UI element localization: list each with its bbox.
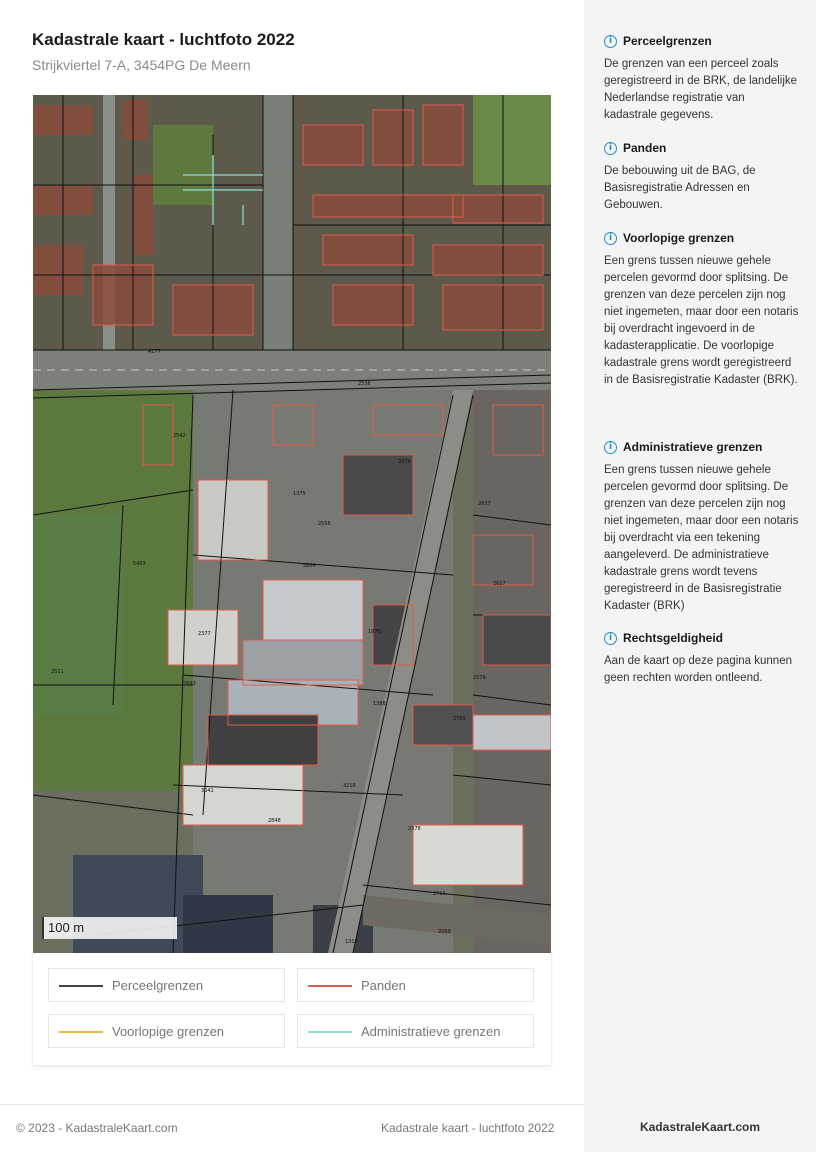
parcel-label: 3041 — [201, 788, 214, 794]
legend-label: Perceelgrenzen — [112, 978, 204, 993]
info-icon: i — [604, 35, 617, 48]
info-body: Een grens tussen nieuwe gehele percelen gevormd door splitsing. De grenzen van deze percelen zijn nog niet ingemeten, maar door een notaris bij overdracht ingevoerd in de kadasterapplicatie. De voorlopige kadastrale grens wordt geregistreerd in de Basisregistratie Kadaster (BRK). — [604, 255, 799, 386]
info-icon: i — [604, 632, 617, 645]
legend-label: Panden — [361, 978, 406, 993]
parcel-label: 2637 — [478, 501, 491, 507]
info-title: Panden — [623, 141, 667, 155]
warehouse-roof-2 — [168, 610, 238, 665]
legend-swatch — [59, 1031, 103, 1033]
info-section-administratieve-grenzen — [604, 439, 800, 615]
parcel-label: 2377 — [198, 631, 211, 637]
east-roof-1 — [483, 615, 551, 665]
parcel-label: 1976 — [368, 629, 381, 635]
footer-copyright: © 2023 - KadastraleKaart.com — [16, 1121, 178, 1135]
info-title: Perceelgrenzen — [623, 34, 712, 48]
parcel-label: 2617 — [493, 581, 506, 587]
info-icon: i — [604, 142, 617, 155]
parcel-label: 3218 — [343, 783, 356, 789]
parcel-label: 5403 — [133, 561, 146, 567]
legend-swatch — [59, 985, 103, 987]
legend-item-voorlopige-grenzen — [48, 1014, 285, 1048]
map-svg — [33, 95, 551, 953]
info-icon: i — [604, 232, 617, 245]
parcel-label: 4177 — [148, 349, 161, 355]
map-legend — [33, 953, 551, 1065]
scale-bar: 100 m — [42, 917, 177, 939]
info-section-voorlopige-grenzen — [604, 230, 800, 389]
info-section-rechtsgeldigheid — [604, 630, 800, 687]
green-field — [473, 95, 551, 185]
footer-divider — [0, 1104, 584, 1105]
parcel-label: 2693 — [183, 681, 196, 687]
parcel-label: 2536 — [358, 381, 371, 387]
info-icon: i — [604, 441, 617, 454]
legend-item-administratieve-grenzen — [297, 1014, 534, 1048]
info-body: De grenzen van een perceel zoals geregistreerd in de BRK, de landelijke Nederlandse registratie van kadastrale gegevens. — [604, 58, 798, 121]
legend-label: Voorlopige grenzen — [112, 1024, 225, 1039]
parcel-label: 2542 — [173, 433, 186, 439]
east-roof-2 — [473, 715, 551, 750]
info-section-panden — [604, 140, 800, 214]
info-title: Administratieve grenzen — [623, 440, 763, 454]
parcel-label: 2378 — [408, 826, 421, 832]
parcel-label: 2703 — [453, 716, 466, 722]
parcel-label: 2579 — [473, 675, 486, 681]
legend-item-panden — [297, 968, 534, 1002]
info-body: De bebouwing uit de BAG, de Basisregistratie Adressen en Gebouwen. — [604, 165, 756, 211]
warehouse-roof-1 — [198, 480, 268, 560]
address-subtitle: Strijkviertel 7-A, 3454PG De Meern — [32, 57, 251, 73]
solar-roof-1 — [263, 580, 363, 640]
info-title: Voorlopige grenzen — [623, 231, 735, 245]
parcel-label: 1375 — [293, 491, 306, 497]
page-title: Kadastrale kaart - luchtfoto 2022 — [32, 30, 295, 49]
info-title: Rechtsgeldigheid — [623, 631, 724, 645]
legend-item-perceelgrenzen — [48, 968, 285, 1002]
parcel-label: 2079 — [398, 459, 411, 465]
info-body: Aan de kaart op deze pagina kunnen geen rechten worden ontleend. — [604, 655, 792, 684]
east-roof-3 — [413, 705, 473, 745]
factory-roof-2 — [243, 640, 363, 685]
legend-label: Administratieve grenzen — [361, 1024, 501, 1039]
warehouse-roof-3 — [183, 765, 303, 825]
legend-swatch — [308, 985, 352, 987]
parcel-label: 1388 — [373, 701, 386, 707]
parcel-label: 2556 — [318, 521, 331, 527]
legend-swatch — [308, 1031, 352, 1033]
parcel-label: 5804 — [303, 563, 316, 569]
parcel-label: 2848 — [268, 818, 281, 824]
east-hall-roof — [413, 825, 523, 885]
parcel-label: 2711 — [433, 891, 446, 897]
info-body: Een grens tussen nieuwe gehele percelen gevormd door splitsing. De grenzen van deze percelen zijn nog niet ingemeten, maar door een notaris bij overdracht via een tekening aangeleverd. De administratieve kadastrale grens wordt tevens geregistreerd in de Basisregistratie Kadaster (BRK) — [604, 464, 799, 612]
aerial-map[interactable] — [33, 95, 551, 953]
green-courtyard — [153, 125, 213, 205]
parcel-label: 2511 — [51, 669, 64, 675]
footer-page-title: Kadastrale kaart - luchtfoto 2022 — [381, 1121, 555, 1135]
parcel-label: 1318 — [345, 939, 358, 945]
info-section-perceelgrenzen — [604, 33, 800, 124]
footer-brand[interactable]: KadastraleKaart.com — [639, 1120, 761, 1134]
residential-street — [263, 95, 293, 350]
factory-roof-4 — [208, 715, 318, 765]
parcel-label: 2069 — [438, 929, 451, 935]
